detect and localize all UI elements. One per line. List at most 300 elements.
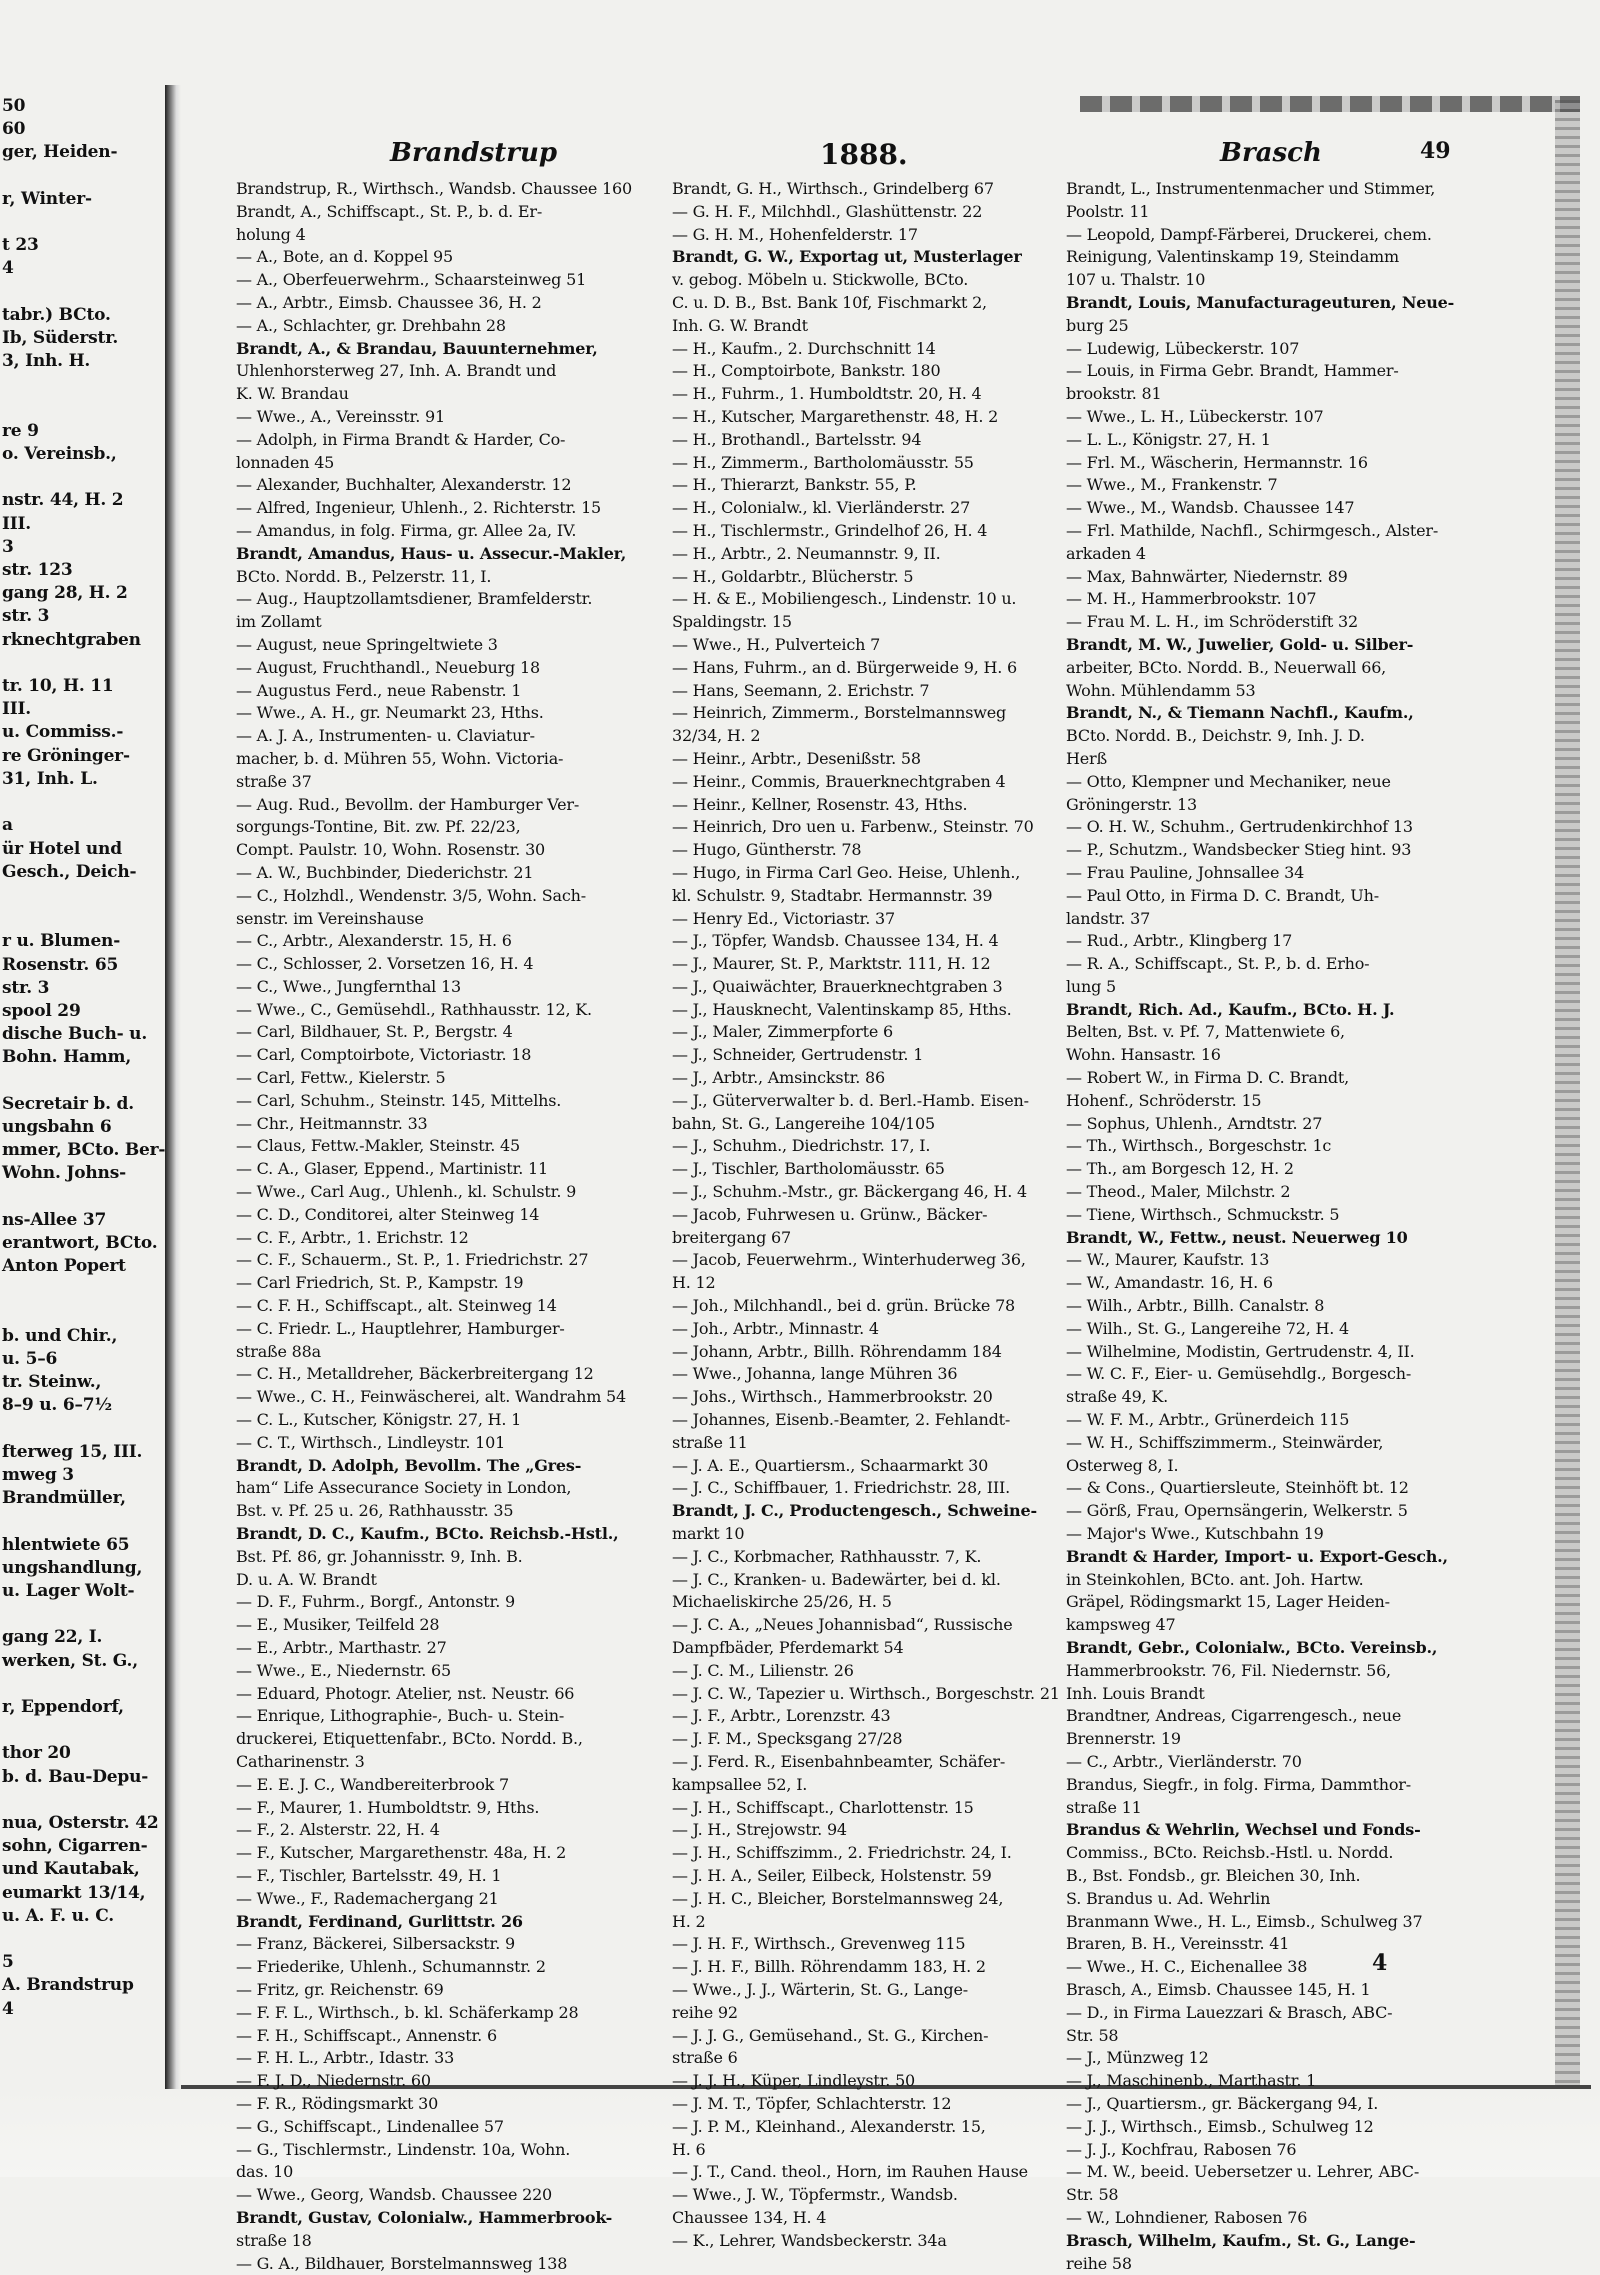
directory-entry-line: Reinigung, Valentinskamp 19, Steindamm	[1066, 247, 1399, 267]
previous-page-fragment: 3	[2, 536, 14, 557]
directory-entry-line: — C. H., Metalldreher, Bäckerbreitergang 12	[236, 1364, 594, 1384]
directory-entry-line: — Heinr., Arbtr., Desenißstr. 58	[672, 748, 921, 768]
directory-entry-line: — H., Goldarbtr., Blücherstr. 5	[672, 566, 914, 586]
directory-entry-line: — Wwe., A., Vereinsstr. 91	[236, 406, 445, 426]
directory-entry-line: Commiss., BCto. Reichsb.-Hstl. u. Nordd.	[1066, 1843, 1394, 1863]
previous-page-fragment	[0, 1510, 160, 1533]
directory-entry-line: — Hugo, Güntherstr. 78	[672, 840, 862, 860]
directory-entry-line: — F. H., Schiffscapt., Annenstr. 6	[236, 2025, 497, 2045]
previous-page-fragment: 5	[2, 1952, 14, 1973]
previous-page-fragment: Brandmüller,	[2, 1488, 126, 1509]
directory-entry-line: — J. M. T., Töpfer, Schlachterstr. 12	[672, 2093, 952, 2113]
directory-entry-line: kampsweg 47	[1066, 1615, 1176, 1635]
previous-page-fragment: ungsbahn 6	[2, 1116, 112, 1137]
previous-page-fragment	[0, 1302, 160, 1325]
directory-entry-line: bahn, St. G., Langereihe 104/105	[672, 1113, 935, 1133]
previous-page-fragment: thor 20	[2, 1743, 71, 1764]
directory-entry-line: — F., 2. Alsterstr. 22, H. 4	[236, 1820, 440, 1840]
directory-entry-line: — J., Töpfer, Wandsb. Chaussee 134, H. 4	[672, 931, 999, 951]
directory-entry-line: — J. F. M., Specksgang 27/28	[672, 1729, 903, 1749]
header-left-keyword: Brandstrup	[390, 138, 558, 168]
directory-entry-line: Brandstrup, R., Wirthsch., Wandsb. Chaussee 160	[236, 179, 632, 198]
directory-entry-line: — C. F. H., Schiffscapt., alt. Steinweg 14	[236, 1296, 557, 1316]
previous-page-fragment: str. 3	[2, 606, 50, 627]
directory-entry-line: — J., Arbtr., Amsinckstr. 86	[672, 1068, 886, 1088]
directory-entry-line: — C. A., Glaser, Eppend., Martinistr. 11	[236, 1159, 548, 1179]
previous-page-fragment	[0, 1789, 160, 1812]
directory-entry-line: — Johs., Wirthsch., Hammerbrookstr. 20	[672, 1387, 993, 1407]
previous-page-fragment	[0, 466, 160, 489]
directory-entry-line: das. 10	[236, 2162, 294, 2182]
previous-page-fragment	[0, 1603, 160, 1626]
directory-entry-line: Brandt, Ferdinand, Gurlittstr. 26	[236, 1911, 523, 1931]
directory-entry-line: Brandt, Gustav, Colonialw., Hammerbrook-	[236, 2207, 613, 2227]
directory-entry-line: — Wwe., C., Gemüsehdl., Rathhausstr. 12, K.	[236, 999, 592, 1019]
book-fold	[165, 85, 181, 2145]
directory-entry-line: reihe 58	[1066, 2253, 1132, 2273]
directory-entry-line: — Wilh., St. G., Langereihe 72, H. 4	[1066, 1318, 1349, 1338]
directory-entry-line: — Johann, Arbtr., Billh. Röhrendamm 184	[672, 1341, 1002, 1361]
previous-page-fragment	[0, 652, 160, 675]
directory-entry-line: Brandtner, Andreas, Cigarrengesch., neue	[1066, 1706, 1402, 1726]
directory-entry-line: Michaeliskirche 25/26, H. 5	[672, 1592, 892, 1612]
directory-entry-line: arkaden 4	[1066, 543, 1146, 563]
directory-entry-line: kl. Schulstr. 9, Stadtabr. Hermannstr. 39	[672, 885, 993, 905]
directory-entry-line: Brandt, W., Fettw., neust. Neuerweg 10	[1066, 1227, 1408, 1247]
previous-page-fragment: u. 5–6	[2, 1348, 58, 1369]
directory-entry-line: — A., Bote, an d. Koppel 95	[236, 247, 453, 267]
directory-entry-line: — H., Kaufm., 2. Durchschnitt 14	[672, 338, 936, 358]
directory-entry-line: — Hans, Seemann, 2. Erichstr. 7	[672, 680, 930, 700]
directory-entry-line: Brennerstr. 19	[1066, 1729, 1181, 1749]
directory-entry-line: — Paul Otto, in Firma D. C. Brandt, Uh-	[1066, 885, 1379, 905]
directory-entry-line: im Zollamt	[236, 612, 322, 632]
previous-page-fragment: re 9	[2, 420, 39, 441]
directory-entry-line: — Wilhelmine, Modistin, Gertrudenstr. 4, II.	[1066, 1341, 1415, 1361]
directory-entry-line: straße 37	[236, 771, 312, 791]
directory-entry-line: — E., Arbtr., Marthastr. 27	[236, 1638, 447, 1657]
directory-entry-line: — F., Kutscher, Margarethenstr. 48a, H. 2	[236, 1843, 567, 1863]
directory-entry-line: burg 25	[1066, 315, 1129, 335]
directory-entry-line: — Claus, Fettw.-Makler, Steinstr. 45	[236, 1136, 520, 1156]
directory-column-3	[1066, 178, 1478, 2273]
directory-entry-line: 32/34, H. 2	[672, 726, 761, 746]
directory-entry-line: Str. 58	[1066, 2185, 1119, 2205]
directory-entry-line: D. u. A. W. Brandt	[236, 1569, 377, 1589]
directory-entry-line: — C., Schlosser, 2. Vorsetzen 16, H. 4	[236, 954, 534, 974]
directory-entry-line: — F., Tischler, Bartelsstr. 49, H. 1	[236, 1865, 502, 1885]
directory-entry-line: Bst. v. Pf. 25 u. 26, Rathhausstr. 35	[236, 1501, 514, 1521]
previous-page-fragment: 3, Inh. H.	[2, 351, 91, 372]
previous-page-fragment	[0, 373, 160, 396]
previous-page-fragment: b. d. Bau-Depu-	[2, 1766, 149, 1787]
directory-entry-line: — Wwe., Carl Aug., Uhlenh., kl. Schulstr. 9	[236, 1182, 577, 1202]
directory-entry-line: Brasch, A., Eimsb. Chaussee 145, H. 1	[1066, 1979, 1371, 1999]
directory-entry-line: Bst. Pf. 86, gr. Johannisstr. 9, Inh. B.	[236, 1546, 523, 1566]
directory-entry-line: — Theod., Maler, Milchstr. 2	[1066, 1182, 1291, 1202]
directory-entry-line: — L. L., Königstr. 27, H. 1	[1066, 429, 1271, 449]
previous-page-fragment: r, Winter-	[2, 188, 92, 209]
directory-entry-line: Osterweg 8, I.	[1066, 1455, 1179, 1475]
directory-entry-line: — J. J. H., Küper, Lindleystr. 50	[672, 2071, 916, 2091]
directory-entry-line: — W. F. M., Arbtr., Grünerdeich 115	[1066, 1410, 1350, 1430]
directory-entry-line: straße 11	[1066, 1797, 1142, 1817]
directory-entry-line: — Wwe., J. J., Wärterin, St. G., Lange-	[672, 1979, 968, 1999]
directory-entry-line: BCto. Nordd. B., Pelzerstr. 11, I.	[236, 566, 492, 586]
directory-entry-line: — A., Schlachter, gr. Drehbahn 28	[236, 315, 506, 335]
previous-page-fragment: tr. 10, H. 11	[2, 676, 114, 697]
directory-entry-line: — Alfred, Ingenieur, Uhlenh., 2. Richterstr. 15	[236, 498, 602, 518]
directory-entry-line: — Henry Ed., Victoriastr. 37	[672, 908, 895, 928]
directory-entry-line: — G. A., Bildhauer, Borstelmannsweg 138	[236, 2253, 568, 2273]
directory-entry-line: Wohn. Hansastr. 16	[1066, 1045, 1221, 1065]
directory-entry-line: brookstr. 81	[1066, 384, 1162, 404]
directory-entry-line: Brandt, M. W., Juwelier, Gold- u. Silber-	[1066, 634, 1414, 654]
directory-entry-line: — Otto, Klempner und Mechaniker, neue	[1066, 771, 1391, 791]
previous-page-fragment: rknechtgraben	[2, 629, 141, 650]
directory-entry-line: — J., Quartiersm., gr. Bäckergang 94, I.	[1066, 2093, 1379, 2113]
directory-entry-line: — J., Maurer, St. P., Marktstr. 111, H. 12	[672, 954, 991, 974]
directory-entry-line: — Alexander, Buchhalter, Alexanderstr. 12	[236, 475, 572, 495]
directory-entry-line: — H., Brothandl., Bartelsstr. 94	[672, 429, 922, 449]
directory-entry-line: — J. C., Kranken- u. Badewärter, bei d. kl.	[672, 1569, 1001, 1589]
directory-entry-line: BCto. Nordd. B., Deichstr. 9, Inh. J. D.	[1066, 726, 1365, 746]
directory-entry-line: — Rud., Arbtr., Klingberg 17	[1066, 931, 1293, 951]
directory-entry-line: markt 10	[672, 1524, 745, 1544]
directory-entry-line: — Carl, Schuhm., Steinstr. 145, Mittelhs.	[236, 1090, 562, 1110]
directory-entry-line: — J. C. A., „Neues Johannisbad“, Russische	[672, 1615, 1013, 1635]
previous-page-fragment: fterweg 15, III.	[2, 1441, 143, 1462]
directory-entry-line: — C. F., Arbtr., 1. Erichstr. 12	[236, 1227, 469, 1247]
directory-entry-line: — J., Tischler, Bartholomäusstr. 65	[672, 1159, 945, 1179]
directory-entry-line: — Th., am Borgesch 12, H. 2	[1066, 1159, 1294, 1179]
directory-entry-line: — C. L., Kutscher, Königstr. 27, H. 1	[236, 1410, 522, 1430]
directory-entry-line: Chaussee 134, H. 4	[672, 2207, 827, 2227]
directory-entry-line: Hammerbrookstr. 76, Fil. Niedernstr. 56,	[1066, 1660, 1391, 1680]
page-edge-band	[1080, 96, 1580, 112]
previous-page-fragment: u. Lager Wolt-	[2, 1581, 135, 1601]
directory-entry-line: — A., Oberfeuerwehrm., Schaarsteinweg 51	[236, 270, 587, 290]
directory-entry-line: Brasch, Wilhelm, Kaufm., St. G., Lange-	[1066, 2230, 1416, 2250]
previous-page-fragment: ns-Allee 37	[2, 1209, 107, 1230]
directory-entry-line: straße 88a	[236, 1341, 321, 1361]
directory-entry-line: v. gebog. Möbeln u. Stickwolle, BCto.	[672, 270, 969, 290]
directory-entry-line: — Eduard, Photogr. Atelier, nst. Neustr. 66	[236, 1683, 575, 1703]
previous-page-fragment: 31, Inh. L.	[2, 768, 98, 789]
previous-page-fragment: mweg 3	[2, 1464, 74, 1485]
directory-entry-line: senstr. im Vereinshause	[236, 908, 424, 928]
page-footer-signature: 4	[1372, 1950, 1388, 1976]
directory-entry-line: — Carl, Bildhauer, St. P., Bergstr. 4	[236, 1022, 513, 1042]
directory-entry-line: — Adolph, in Firma Brandt & Harder, Co-	[236, 429, 566, 449]
directory-entry-line: — Sophus, Uhlenh., Arndtstr. 27	[1066, 1113, 1323, 1133]
previous-page-fragment	[0, 1070, 160, 1093]
directory-entry-line: — J. T., Cand. theol., Horn, im Rauhen Hause	[672, 2162, 1028, 2182]
directory-entry-line: — Heinr., Commis, Brauerknechtgraben 4	[672, 771, 1006, 791]
previous-page-fragment	[0, 165, 160, 188]
directory-entry-line: Brandt, Rich. Ad., Kaufm., BCto. H. J.	[1066, 999, 1395, 1019]
directory-entry-line: straße 18	[236, 2230, 312, 2250]
previous-page-fragment: Anton Popert	[2, 1256, 126, 1277]
previous-page-fragment	[0, 791, 160, 814]
previous-page-fragment: o. Vereinsb.,	[2, 444, 117, 465]
directory-entry-line: H. 6	[672, 2139, 706, 2159]
directory-entry-line: — Wwe., Georg, Wandsb. Chaussee 220	[236, 2185, 553, 2205]
directory-entry-line: druckerei, Etiquettenfabr., BCto. Nordd. B.,	[236, 1729, 583, 1749]
directory-entry-line: Inh. G. W. Brandt	[672, 315, 808, 335]
directory-entry-line: — Wwe., F., Rademachergang 21	[236, 1888, 499, 1908]
previous-page-fragment	[0, 1928, 160, 1951]
directory-entry-line: Brandt, D. C., Kaufm., BCto. Reichsb.-Hstl.,	[236, 1524, 619, 1544]
directory-entry-line: — H., Zimmerm., Bartholomäusstr. 55	[672, 452, 974, 472]
directory-entry-line: — C., Arbtr., Vierländerstr. 70	[1066, 1751, 1302, 1771]
directory-entry-line: — W. H., Schiffszimmerm., Steinwärder,	[1066, 1432, 1384, 1452]
previous-page-fragment: 4	[2, 258, 14, 279]
directory-entry-line: Brandt, G. W., Exportag ut, Musterlager	[672, 247, 1022, 267]
directory-entry-line: — H., Fuhrm., 1. Humboldtstr. 20, H. 4	[672, 384, 982, 404]
previous-page-fragment: str. 123	[2, 560, 73, 581]
directory-entry-line: — Wwe., E., Niedernstr. 65	[236, 1660, 452, 1680]
previous-page-fragment: Gesch., Deich-	[2, 861, 137, 882]
directory-entry-line: — Heinrich, Zimmerm., Borstelmannsweg	[672, 703, 1007, 723]
directory-entry-line: — Jacob, Fuhrwesen u. Grünw., Bäcker-	[672, 1204, 988, 1224]
directory-entry-line: — H., Thierarzt, Bankstr. 55, P.	[672, 475, 917, 495]
page-edge-right	[1555, 100, 1580, 2085]
directory-entry-line: — Carl, Fettw., Kielerstr. 5	[236, 1068, 446, 1088]
directory-entry-line: — Wwe., J. W., Töpfermstr., Wandsb.	[672, 2185, 958, 2205]
directory-entry-line: — Heinrich, Dro uen u. Farbenw., Steinstr. 70	[672, 817, 1034, 837]
previous-page-fragment: nua, Osterstr. 42	[2, 1813, 159, 1834]
previous-page-fragment	[0, 211, 160, 234]
directory-entry-line: Brandus & Wehrlin, Wechsel und Fonds-	[1066, 1820, 1421, 1840]
directory-entry-line: — Major's Wwe., Kutschbahn 19	[1066, 1524, 1324, 1544]
directory-entry-line: — J., Maschinenb., Marthastr. 1	[1066, 2071, 1317, 2091]
directory-entry-line: — Frau Pauline, Johnsallee 34	[1066, 862, 1305, 882]
directory-entry-line: — J., Schuhm.-Mstr., gr. Bäckergang 46, H. 4	[672, 1182, 1028, 1202]
directory-entry-line: — Wwe., Johanna, lange Mühren 36	[672, 1364, 958, 1384]
directory-entry-line: Brandt, L., Instrumentenmacher und Stimmer,	[1066, 179, 1436, 198]
directory-entry-line: Brandt, A., Schiffscapt., St. P., b. d. Er-	[236, 201, 543, 221]
previous-page-fragment	[0, 1418, 160, 1441]
directory-entry-line: Brandt, G. H., Wirthsch., Grindelberg 67	[672, 179, 994, 198]
directory-entry-line: Poolstr. 11	[1066, 201, 1150, 221]
directory-entry-line: — J. P. M., Kleinhand., Alexanderstr. 15,	[672, 2116, 986, 2136]
directory-entry-line: Belten, Bst. v. Pf. 7, Mattenwiete 6,	[1066, 1022, 1345, 1042]
directory-entry-line: — Johannes, Eisenb.-Beamter, 2. Fehlandt-	[672, 1410, 1011, 1430]
directory-entry-line: — P., Schutzm., Wandsbecker Stieg hint. 93	[1066, 840, 1412, 860]
previous-page-fragment	[0, 884, 160, 907]
directory-entry-line: holung 4	[236, 224, 306, 244]
directory-entry-line: — O. H. W., Schuhm., Gertrudenkirchhof 13	[1066, 817, 1413, 837]
directory-entry-line: — & Cons., Quartiersleute, Steinhöft bt. 12	[1066, 1478, 1409, 1498]
previous-page-fragment: III.	[2, 699, 31, 720]
previous-page-fragment: Bohn. Hamm,	[2, 1047, 132, 1068]
previous-page-fragment: ür Hotel und	[2, 838, 122, 859]
directory-entry-line: breitergang 67	[672, 1227, 791, 1247]
previous-page-fragment: und Kautabak,	[2, 1859, 140, 1880]
directory-entry-line: — C. F., Schauerm., St. P., 1. Friedrichstr. 27	[236, 1250, 589, 1270]
directory-entry-line: — F., Maurer, 1. Humboldtstr. 9, Hths.	[236, 1797, 540, 1817]
directory-entry-line: ham“ Life Assecurance Society in London,	[236, 1478, 572, 1498]
directory-entry-line: — J. Ferd. R., Eisenbahnbeamter, Schäfer-	[672, 1751, 1006, 1771]
previous-page-fragment: A. Brandstrup	[2, 1975, 134, 1996]
directory-entry-line: — J. H. A., Seiler, Eilbeck, Holstenstr. 59	[672, 1865, 992, 1885]
previous-page-fragment: sohn, Cigarren-	[2, 1836, 148, 1857]
directory-entry-line: — H., Tischlermstr., Grindelhof 26, H. 4	[672, 520, 988, 540]
header-year: 1888.	[820, 138, 908, 171]
directory-entry-line: — F. J. D., Niedernstr. 60	[236, 2071, 431, 2091]
directory-entry-line: straße 49, K.	[1066, 1387, 1169, 1407]
directory-entry-line: — J., Güterverwalter b. d. Berl.-Hamb. Eisen-	[672, 1090, 1029, 1110]
directory-entry-line: — August, Fruchthandl., Neueburg 18	[236, 657, 540, 677]
previous-page-fragment: str. 3	[2, 977, 50, 998]
directory-entry-line: — Joh., Arbtr., Minnastr. 4	[672, 1318, 879, 1338]
directory-entry-line: — J. H. F., Billh. Röhrendamm 183, H. 2	[672, 1957, 986, 1977]
directory-entry-line: — W., Lohndiener, Rabosen 76	[1066, 2207, 1308, 2227]
directory-entry-line: — H., Colonialw., kl. Vierländerstr. 27	[672, 498, 971, 518]
directory-entry-line: — Wwe., M., Wandsb. Chaussee 147	[1066, 498, 1355, 518]
directory-entry-line: — J. J., Kochfrau, Rabosen 76	[1066, 2139, 1297, 2159]
directory-entry-line: — F. F. L., Wirthsch., b. kl. Schäferkamp 28	[236, 2002, 579, 2022]
previous-page-fragment: III.	[2, 513, 31, 534]
directory-entry-line: — G. H. M., Hohenfelderstr. 17	[672, 224, 918, 244]
directory-entry-line: — Hans, Fuhrm., an d. Bürgerweide 9, H. 6	[672, 657, 1018, 677]
previous-page-fragment: Rosenstr. 65	[2, 954, 119, 975]
directory-entry-line: — J. F., Arbtr., Lorenzstr. 43	[672, 1706, 891, 1726]
previous-page-fragment: r u. Blumen-	[2, 931, 121, 952]
previous-page-fragment: u. Commiss.-	[2, 722, 124, 743]
directory-entry-line: sorgungs-Tontine, Bit. zw. Pf. 22/23,	[236, 817, 521, 837]
directory-entry-line: — Robert W., in Firma D. C. Brandt,	[1066, 1068, 1350, 1088]
directory-entry-line: H. 12	[672, 1273, 716, 1293]
previous-page-fragment: dische Buch- u.	[2, 1024, 148, 1045]
directory-entry-line: Brandt, N., & Tiemann Nachfl., Kaufm.,	[1066, 703, 1414, 723]
directory-entry-line: — K., Lehrer, Wandsbeckerstr. 34a	[672, 2230, 947, 2250]
previous-page-fragment: werken, St. G.,	[2, 1650, 138, 1671]
previous-page-fragment	[0, 281, 160, 304]
directory-entry-line: — F. H. L., Arbtr., Idastr. 33	[236, 2048, 455, 2068]
directory-entry-line: — C., Wwe., Jungfernthal 13	[236, 976, 461, 996]
directory-entry-line: Gröningerstr. 13	[1066, 794, 1198, 814]
directory-entry-line: — G. H. F., Milchhdl., Glashüttenstr. 22	[672, 201, 983, 221]
directory-entry-line: — J. C., Schiffbauer, 1. Friedrichstr. 28, III.	[672, 1478, 1011, 1498]
directory-entry-line: — R. A., Schiffscapt., St. P., b. d. Erho-	[1066, 954, 1370, 974]
directory-entry-line: Brandt, Louis, Manufacturageuturen, Neue-	[1066, 292, 1455, 312]
previous-page-fragment	[0, 1673, 160, 1696]
directory-entry-line: — J., Münzweg 12	[1066, 2048, 1209, 2068]
directory-entry-line: kampsallee 52, I.	[672, 1774, 808, 1794]
directory-entry-line: — J. H., Schiffszimm., 2. Friedrichstr. 24, I.	[672, 1843, 1012, 1863]
previous-page-fragment: Ib, Süderstr.	[2, 328, 119, 349]
directory-entry-line: — Max, Bahnwärter, Niedernstr. 89	[1066, 566, 1348, 586]
previous-page-fragment: tr. Steinw.,	[2, 1372, 102, 1393]
previous-page-fragment: re Gröninger-	[2, 745, 130, 766]
directory-entry-line: — J. H., Schiffscapt., Charlottenstr. 15	[672, 1797, 974, 1817]
directory-entry-line: — Aug., Hauptzollamtsdiener, Bramfelderstr.	[236, 589, 593, 609]
directory-entry-line: — Tiene, Wirthsch., Schmuckstr. 5	[1066, 1204, 1340, 1224]
directory-entry-line: Wohn. Mühlendamm 53	[1066, 680, 1256, 700]
page-number: 49	[1420, 138, 1451, 164]
directory-entry-line: — Fritz, gr. Reichenstr. 69	[236, 1979, 444, 1999]
previous-page-fragment: ungshandlung,	[2, 1557, 143, 1578]
directory-entry-line: Compt. Paulstr. 10, Wohn. Rosenstr. 30	[236, 840, 546, 860]
directory-entry-line: arbeiter, BCto. Nordd. B., Neuerwall 66,	[1066, 657, 1387, 677]
directory-entry-line: — Carl, Comptoirbote, Victoriastr. 18	[236, 1045, 532, 1065]
directory-entry-line: Brandt, D. Adolph, Bevollm. The „Gres-	[236, 1455, 582, 1475]
directory-entry-line: reihe 92	[672, 2002, 738, 2022]
previous-page-fragment: gang 28, H. 2	[2, 583, 128, 604]
directory-entry-line: Brandus, Siegfr., in folg. Firma, Dammthor-	[1066, 1774, 1411, 1794]
directory-entry-line: landstr. 37	[1066, 908, 1151, 928]
previous-page-fragment: hlentwiete 65	[2, 1534, 130, 1555]
previous-page-fragment	[0, 907, 160, 930]
directory-entry-line: — J. A. E., Quartiersm., Schaarmarkt 30	[672, 1455, 989, 1475]
directory-entry-line: — Heinr., Kellner, Rosenstr. 43, Hths.	[672, 794, 968, 814]
directory-entry-line: — A. W., Buchbinder, Diederichstr. 21	[236, 862, 534, 882]
directory-entry-line: — C. Friedr. L., Hauptlehrer, Hamburger-	[236, 1318, 565, 1338]
directory-entry-line: — E. E. J. C., Wandbereiterbrook 7	[236, 1774, 510, 1794]
directory-entry-line: Str. 58	[1066, 2025, 1119, 2045]
directory-entry-line: — Wwe., H., Pulverteich 7	[672, 634, 881, 654]
directory-entry-line: Brandt, A., & Brandau, Bauunternehmer,	[236, 338, 598, 358]
previous-page-fragment: tabr.) BCto.	[2, 304, 111, 325]
previous-page-fragment: r, Eppendorf,	[2, 1697, 124, 1718]
directory-entry-line: — J., Quaiwächter, Brauerknechtgraben 3	[672, 976, 1003, 996]
directory-entry-line: 107 u. Thalstr. 10	[1066, 270, 1206, 290]
directory-entry-line: — E., Musiker, Teilfeld 28	[236, 1615, 440, 1635]
directory-entry-line: — J. H. C., Bleicher, Borstelmannsweg 24,	[672, 1888, 1004, 1908]
previous-page-fragment	[0, 1186, 160, 1209]
directory-entry-line: — Aug. Rud., Bevollm. der Hamburger Ver-	[236, 794, 580, 814]
directory-entry-line: — Jacob, Feuerwehrm., Winterhuderweg 36,	[672, 1250, 1026, 1270]
directory-entry-line: — Frl. Mathilde, Nachfl., Schirmgesch., Alster-	[1066, 520, 1439, 540]
directory-entry-line: Gräpel, Rödingsmarkt 15, Lager Heiden-	[1066, 1592, 1390, 1612]
directory-entry-line: — J., Maler, Zimmerpforte 6	[672, 1022, 893, 1042]
directory-entry-line: — Wwe., A. H., gr. Neumarkt 23, Hths.	[236, 703, 544, 723]
previous-page-strip	[0, 95, 166, 2080]
directory-entry-line: — H. & E., Mobiliengesch., Lindenstr. 10 u.	[672, 589, 1017, 609]
directory-entry-line: — J. C., Korbmacher, Rathhausstr. 7, K.	[672, 1546, 982, 1566]
previous-page-fragment: mmer, BCto. Ber-	[2, 1140, 166, 1161]
directory-entry-line: — J., Hausknecht, Valentinskamp 85, Hths.	[672, 999, 1012, 1019]
directory-entry-line: — W., Maurer, Kaufstr. 13	[1066, 1250, 1270, 1270]
previous-page-fragment	[0, 1278, 160, 1301]
directory-entry-line: Spaldingstr. 15	[672, 612, 792, 632]
directory-entry-line: — A. J. A., Instrumenten- u. Claviatur-	[236, 726, 535, 746]
previous-page-fragment: b. und Chir.,	[2, 1325, 118, 1346]
directory-entry-line: — G., Tischlermstr., Lindenstr. 10a, Wohn.	[236, 2139, 571, 2159]
header-right-keyword: Brasch	[1220, 138, 1322, 168]
directory-entry-line: — Amandus, in folg. Firma, gr. Allee 2a, IV.	[236, 520, 577, 540]
directory-column-1	[236, 178, 640, 2273]
directory-entry-line: S. Brandus u. Ad. Wehrlin	[1066, 1888, 1271, 1908]
directory-entry-line: — C. T., Wirthsch., Lindleystr. 101	[236, 1432, 506, 1452]
directory-entry-line: — Frau M. L. H., im Schröderstift 32	[1066, 612, 1358, 632]
directory-entry-line: — Leopold, Dampf-Färberei, Druckerei, chem.	[1066, 224, 1432, 244]
directory-entry-line: Catharinenstr. 3	[236, 1751, 365, 1771]
directory-entry-line: — J., Schuhm., Diedrichstr. 17, I.	[672, 1136, 931, 1156]
previous-page-fragment: spool 29	[2, 1000, 81, 1021]
directory-entry-line: — J. J. G., Gemüsehand., St. G., Kirchen-	[672, 2025, 989, 2045]
directory-entry-line: Inh. Louis Brandt	[1066, 1683, 1205, 1703]
directory-entry-line: — Wwe., H. C., Eichenallee 38	[1066, 1957, 1308, 1977]
directory-entry-line: — F. R., Rödingsmarkt 30	[236, 2093, 439, 2113]
directory-entry-line: H. 2	[672, 1911, 706, 1931]
directory-entry-line: Hohenf., Schröderstr. 15	[1066, 1090, 1262, 1110]
directory-entry-line: — Wwe., C. H., Feinwäscherei, alt. Wandrahm 54	[236, 1387, 627, 1407]
directory-entry-line: — H., Comptoirbote, Bankstr. 180	[672, 361, 941, 381]
directory-entry-line: Herß	[1066, 748, 1107, 768]
